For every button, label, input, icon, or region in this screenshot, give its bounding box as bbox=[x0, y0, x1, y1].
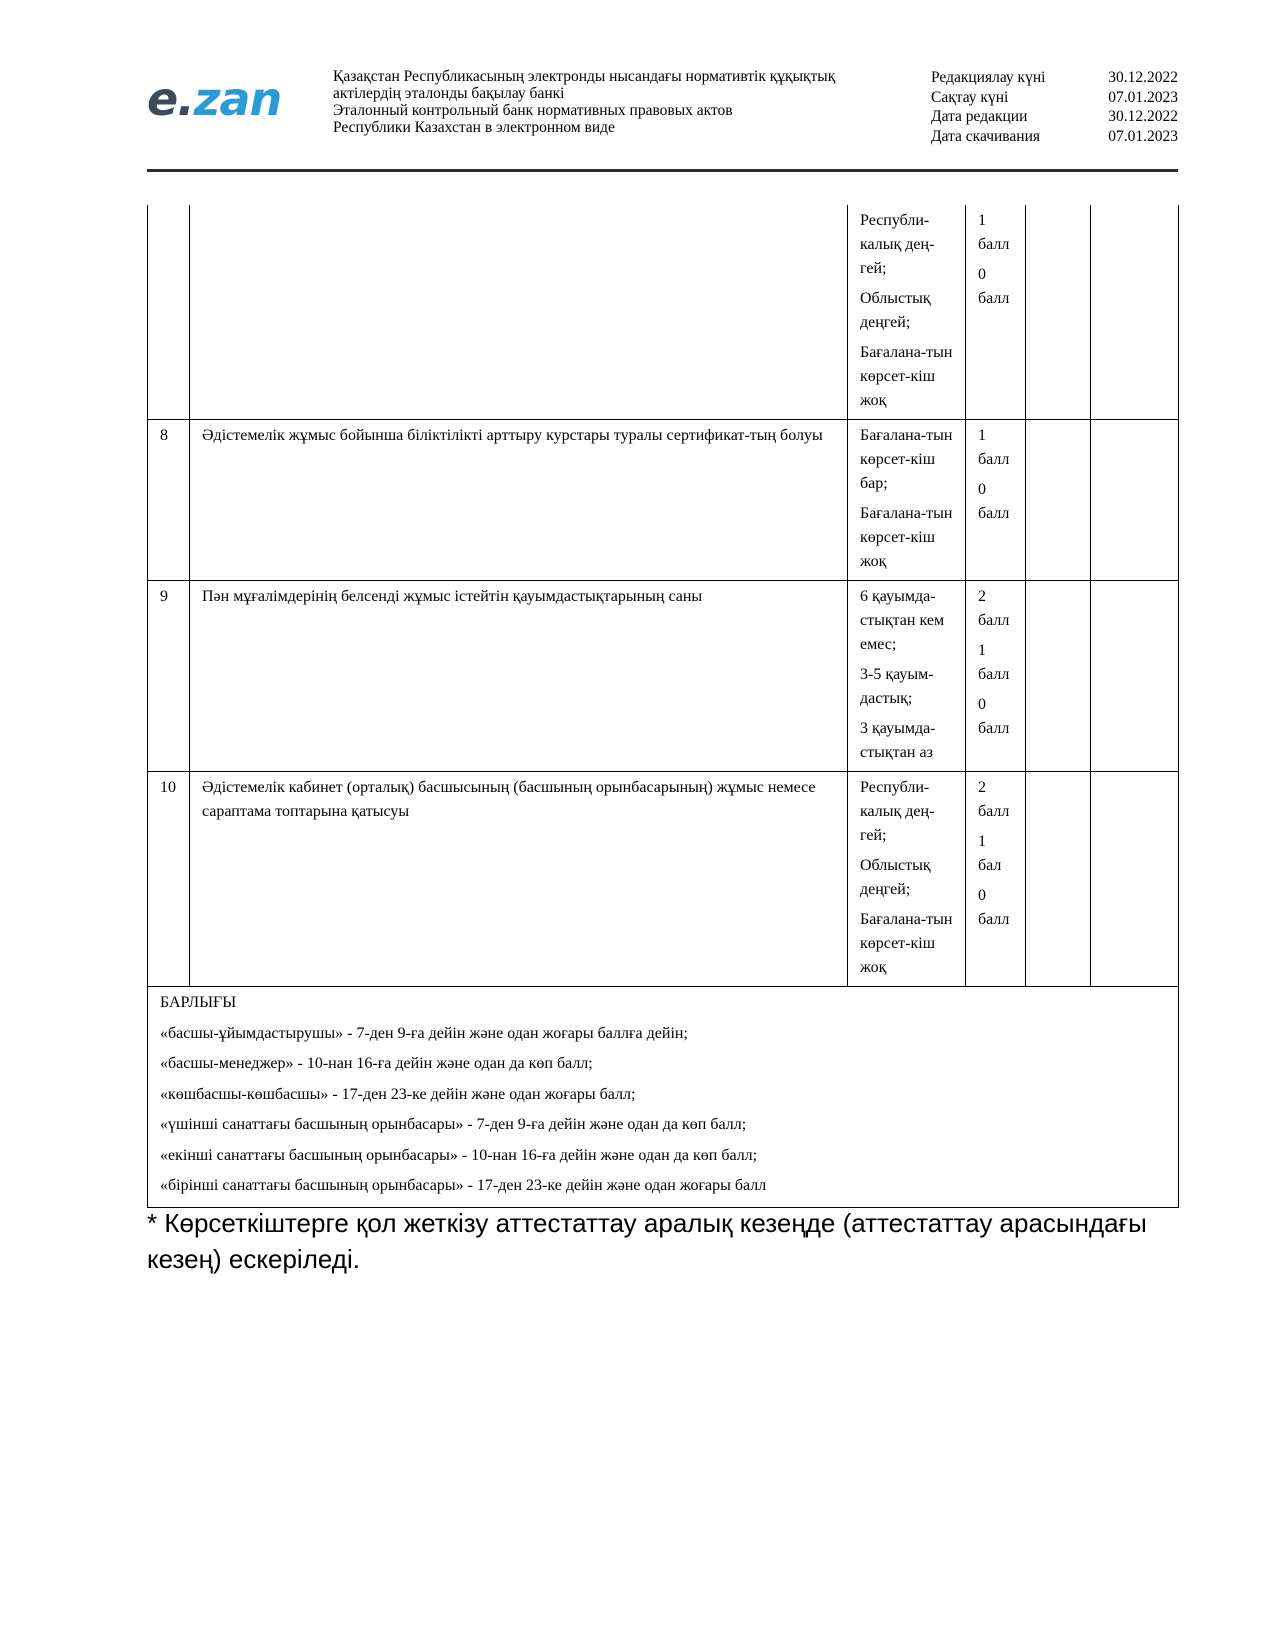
table-row bbox=[148, 420, 1179, 581]
table-row bbox=[148, 772, 1179, 987]
row-points: 2 балл 1 балл 0 балл bbox=[966, 581, 1026, 772]
total-line: «бірінші санаттағы басшының орынбасары» - 17-ден 23-ке дейін және одан жоғары балл bbox=[160, 1177, 767, 1194]
meta-row: Сақтау күні 07.01.2023 bbox=[931, 88, 1178, 106]
row-number: 9 bbox=[148, 581, 190, 772]
row-number: 10 bbox=[148, 772, 190, 987]
empty-cell bbox=[1091, 581, 1179, 772]
row-criteria: Бағалана-тын көрсет-кіш бар; Бағалана-тын көрсет-кіш жоқ bbox=[848, 420, 966, 581]
row-points: 2 балл 1 бал 0 балл bbox=[966, 772, 1026, 987]
total-line: «басшы-ұйымдастырушы» - 7-ден 9-ға дейін және одан жоғары баллға дейін; bbox=[160, 1024, 688, 1042]
empty-cell bbox=[1026, 205, 1091, 420]
empty-cell bbox=[1026, 772, 1091, 987]
total-line: «үшінші санаттағы басшының орынбасары» - 7-ден 9-ға дейін және одан да көп балл; bbox=[160, 1116, 747, 1133]
total-title: БАРЛЫҒЫ bbox=[160, 994, 237, 1011]
footnote: * Көрсеткіштерге қол жеткізу аттестаттау аралық кезеңде (аттестаттау арасындағы кезең) ескеріледі. bbox=[147, 1208, 1147, 1274]
meta-row: Редакциялау күні 30.12.2022 bbox=[931, 69, 1178, 86]
empty-cell bbox=[1091, 420, 1179, 581]
table-row bbox=[148, 581, 1179, 772]
total-cell bbox=[148, 987, 1179, 1208]
empty-cell bbox=[1091, 205, 1179, 420]
header-title-line: актілердің эталонды бақылау банкі bbox=[333, 85, 565, 102]
row-points: 1 балл 0 балл bbox=[966, 205, 1026, 420]
header-titles bbox=[333, 68, 893, 136]
total-row bbox=[148, 987, 1179, 1208]
table-row bbox=[148, 205, 1179, 420]
header-meta bbox=[931, 68, 1178, 146]
row-points: 1 балл 0 балл bbox=[966, 420, 1026, 581]
empty-cell bbox=[1026, 581, 1091, 772]
empty-cell bbox=[1091, 772, 1179, 987]
header-title-line: Эталонный контрольный банк нормативных правовых актов bbox=[333, 102, 733, 119]
row-indicator: Пән мұғалімдерінің белсенді жұмыс істейтін қауымдастықтарының саны bbox=[190, 581, 848, 772]
row-indicator: Әдістемелік кабинет (орталық) басшысының (басшының орынбасарының) жұмыс немесе сараптама топтарына қатысуы bbox=[190, 772, 848, 987]
header-title-line: Қазақстан Республикасының электронды нысандағы нормативтік құқықтық bbox=[333, 68, 836, 85]
criteria-table bbox=[147, 205, 1179, 1208]
meta-row: Дата редакции 30.12.2022 bbox=[931, 108, 1178, 125]
row-number: 8 bbox=[148, 420, 190, 581]
header-divider bbox=[147, 169, 1178, 172]
total-line: «басшы-менеджер» - 10-нан 16-ға дейін және одан да көп балл; bbox=[160, 1055, 593, 1072]
empty-cell bbox=[1026, 420, 1091, 581]
row-indicator: Әдістемелік жұмыс бойынша біліктілікті арттыру курстары туралы сертификат-тың болуы bbox=[190, 420, 848, 581]
row-indicator bbox=[190, 205, 848, 420]
header-title-line: Республики Казахстан в электронном виде bbox=[333, 119, 615, 136]
row-criteria: Республи-калық дең-гей; Облыстық деңгей; Бағалана-тын көрсет-кіш жоқ bbox=[848, 772, 966, 987]
total-line: «екінші санаттағы басшының орынбасары» - 10-нан 16-ға дейін және одан да көп балл; bbox=[160, 1146, 758, 1164]
row-criteria: Республи-калық дең-гей; Облыстық деңгей; Бағалана-тын көрсет-кіш жоқ bbox=[848, 205, 966, 420]
row-criteria: 6 қауымда-стықтан кем емес; 3-5 қауым-дастық; 3 қауымда-стықтан аз bbox=[848, 581, 966, 772]
meta-row: Дата скачивания 07.01.2023 bbox=[931, 127, 1178, 145]
document-header bbox=[147, 68, 1178, 168]
row-number bbox=[148, 205, 190, 420]
ezan-logo: e.zan bbox=[147, 72, 282, 126]
total-line: «көшбасшы-көшбасшы» - 17-ден 23-ке дейін және одан жоғары балл; bbox=[160, 1085, 636, 1103]
